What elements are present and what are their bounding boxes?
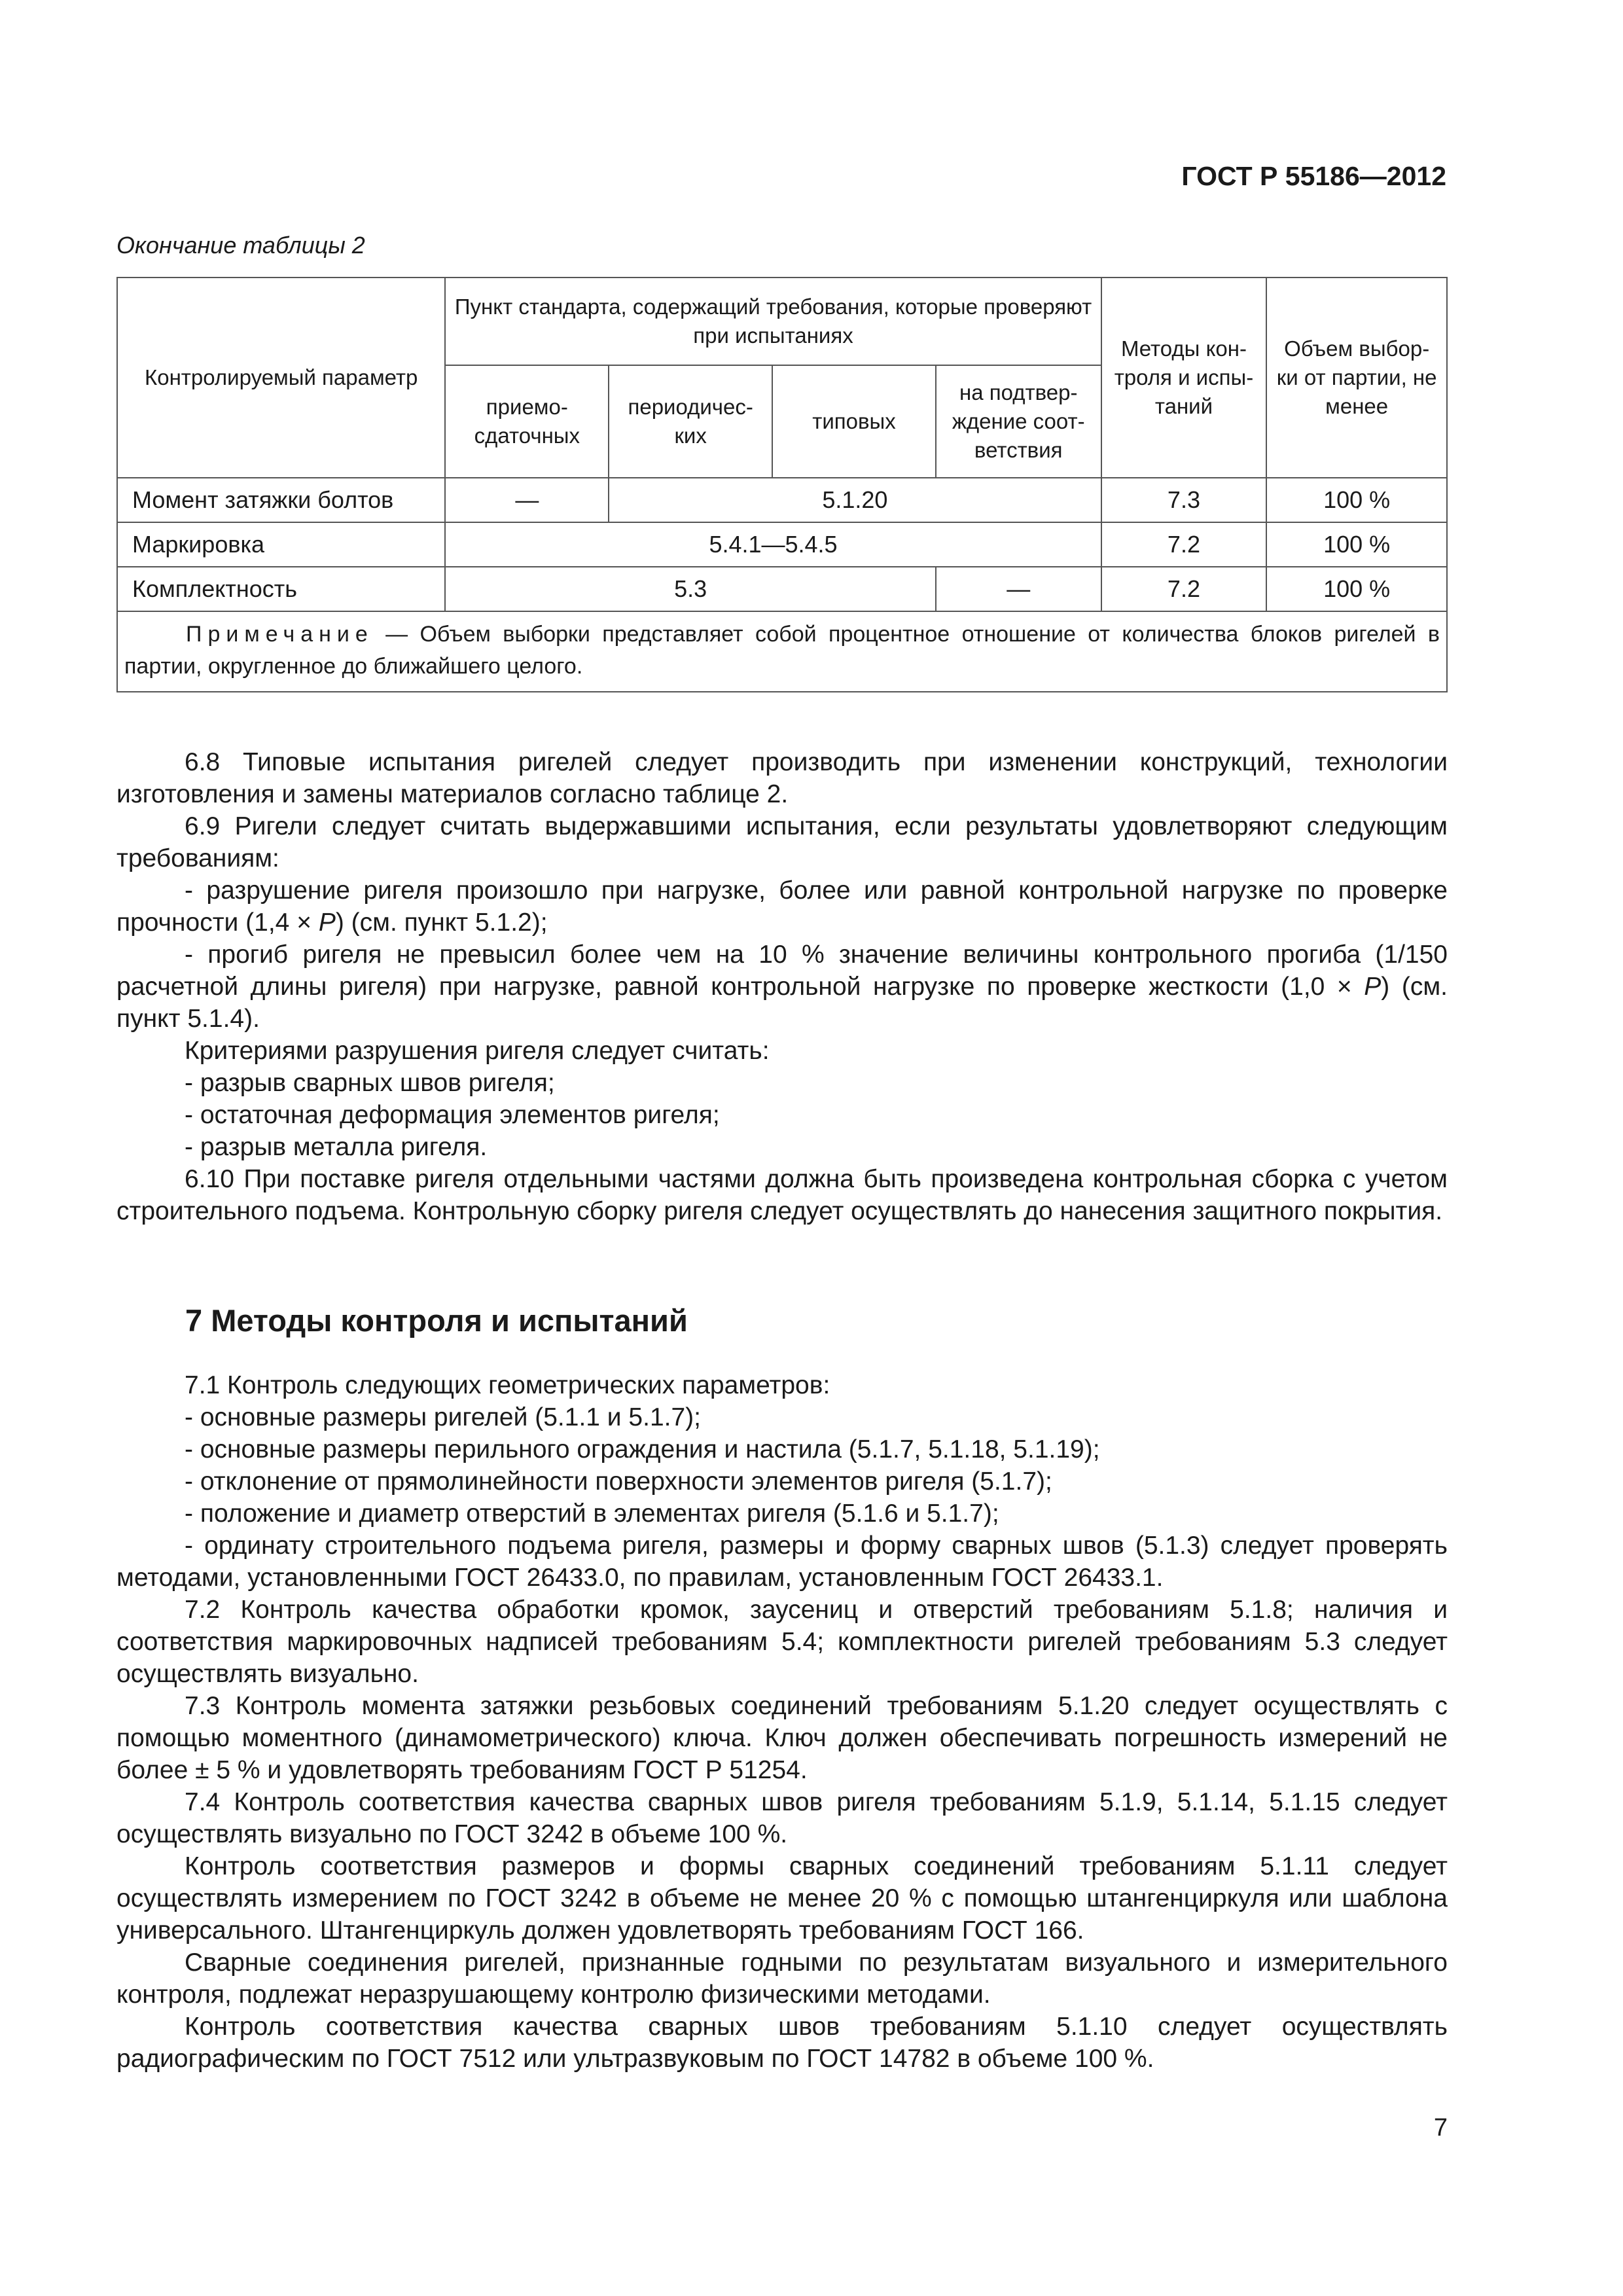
list-item: - отклонение от прямолинейности поверхности элементов ригеля (5.1.7); [185, 1467, 1052, 1496]
note-text: — Объем выборки представляет собой процентное отношение от количества блоков ригелей в партии, округленное до ближайшего целого. [124, 622, 1440, 679]
row-acceptance: — [445, 478, 609, 522]
row-conformity: — [936, 567, 1101, 611]
paragraph-7-4-b: Контроль соответствия размеров и формы сварных соединений требованиям 5.1.11 следует осуществлять измерением по ГОСТ 3242 в объеме не менее 20 % с помощью штангенциркуля или шаблона универсального. Штангенциркуль должен удовлетворять требованиям ГОСТ 166. [116, 1852, 1448, 1945]
text-fragment: - разрушение ригеля произошло при нагрузке, более или равной контрольной нагрузке по проверке прочности (1,4 × [116, 876, 1448, 937]
list-item: - разрыв металла ригеля. [185, 1133, 488, 1161]
table-2 [116, 277, 1448, 692]
list-item: - основные размеры ригелей (5.1.1 и 5.1.7); [185, 1403, 701, 1431]
row-sample: 100 % [1266, 567, 1447, 611]
list-item: - разрыв сварных швов ригеля; [185, 1069, 555, 1097]
header-clause-group: Пункт стандарта, содержащий требования, которые проверяют при испытаниях [445, 278, 1101, 365]
row-clause: 5.1.20 [609, 478, 1101, 522]
table-row [117, 478, 1447, 522]
paragraph-7-3: 7.3 Контроль момента затяжки резьбовых соединений требованиям 5.1.20 следует осуществлять с помощью моментного (динамометрического) ключа. Ключ должен обеспечивать погрешность измерений не более ± 5 % и удовлетворять требованиям ГОСТ Р 51254. [116, 1692, 1448, 1784]
paragraph-6-9-item-a [116, 874, 1448, 939]
paragraph-6-9: 6.9 Ригели следует считать выдержавшими испытания, если результаты удовлетворяют следующим требованиям: [116, 812, 1448, 872]
list-item: - ординату строительного подъема ригеля, размеры и форму сварных швов (5.1.3) следует проверять методами, установленными ГОСТ 26433.0, по правилам, установленным ГОСТ 26433.1. [116, 1532, 1448, 1592]
header-type: типовых [772, 365, 936, 478]
note-label: Примечание [186, 622, 374, 647]
paragraph-7-4: 7.4 Контроль соответствия качества сварных швов ригеля требованиям 5.1.9, 5.1.14, 5.1.15 следует осуществлять визуально по ГОСТ 3242 в объеме 100 %. [116, 1788, 1448, 1848]
page-number: 7 [1433, 2114, 1448, 2142]
paragraph-7-4-c: Сварные соединения ригелей, признанные годными по результатам визуального и измерительного контроля, подлежат неразрушающему контролю физическими методами. [116, 1948, 1448, 2009]
row-clause: 5.4.1—5.4.5 [445, 522, 1101, 567]
section-6-text [116, 746, 1448, 1227]
text-fragment: - прогиб ригеля не превысил более чем на 10 % значение величины контрольного прогиба (1/150 расчетной длины ригеля) при нагрузке, равной контрольной нагрузке по проверке жесткости (1,0 × [116, 941, 1448, 1001]
list-item: - остаточная деформация элементов ригеля; [185, 1101, 720, 1129]
row-clause: 5.3 [445, 567, 935, 611]
paragraph-6-10: 6.10 При поставке ригеля отдельными частями должна быть произведена контрольная сборка с учетом строительного подъема. Контрольную сборку ригеля следует осуществлять до нанесения защитного покрытия. [116, 1165, 1448, 1225]
row-param: Момент затяжки болтов [117, 478, 445, 522]
row-methods: 7.3 [1101, 478, 1267, 522]
row-sample: 100 % [1266, 522, 1447, 567]
section-7-title: 7 Методы контроля и испытаний [185, 1303, 688, 1338]
header-sample: Объем выбор-ки от партии, не менее [1266, 278, 1447, 478]
table-header-row [117, 278, 1447, 365]
standard-code: ГОСТ Р 55186—2012 [1181, 161, 1446, 191]
list-item: - положение и диаметр отверстий в элементах ригеля (5.1.6 и 5.1.7); [185, 1499, 999, 1528]
list-item: - основные размеры перильного ограждения и настила (5.1.7, 5.1.18, 5.1.19); [185, 1435, 1100, 1463]
header-periodic: периодичес-ких [609, 365, 772, 478]
row-sample: 100 % [1266, 478, 1447, 522]
paragraph-6-9-item-b [116, 939, 1448, 1035]
row-methods: 7.2 [1101, 567, 1267, 611]
paragraph-6-8: 6.8 Типовые испытания ригелей следует производить при изменении конструкций, технологии изготовления и замены материалов согласно таблице 2. [116, 748, 1448, 808]
header-methods: Методы кон-троля и испы-таний [1101, 278, 1267, 478]
paragraph-7-2: 7.2 Контроль качества обработки кромок, заусениц и отверстий требованиям 5.1.8; наличия и соответствия маркировочных надписей требованиям 5.4; комплектности ригелей требованиям 5.3 следует осуществлять визуально. [116, 1596, 1448, 1688]
row-param: Маркировка [117, 522, 445, 567]
table-note-row [117, 611, 1447, 692]
variable-p: P [318, 908, 336, 937]
paragraph-7-4-d: Контроль соответствия качества сварных швов требованиям 5.1.10 следует осуществлять радиографическим по ГОСТ 7512 или ультразвуковым по ГОСТ 14782 в объеме 100 %. [116, 2013, 1448, 2073]
header-acceptance: приемо-сдаточных [445, 365, 609, 478]
table-row [117, 567, 1447, 611]
paragraph-7-1: 7.1 Контроль следующих геометрических параметров: [185, 1371, 830, 1399]
row-methods: 7.2 [1101, 522, 1267, 567]
header-conformity: на подтвер-ждение соот-ветствия [936, 365, 1101, 478]
row-param: Комплектность [117, 567, 445, 611]
section-7-text [116, 1369, 1448, 2075]
table-row [117, 522, 1447, 567]
variable-p: P [1364, 973, 1382, 1001]
text-fragment: ) (см. пункт 5.1.4). [116, 973, 1448, 1033]
table-caption: Окончание таблицы 2 [116, 232, 365, 259]
header-param: Контролируемый параметр [117, 278, 445, 478]
table-note [117, 611, 1447, 692]
criteria-intro: Критериями разрушения ригеля следует считать: [185, 1037, 770, 1065]
text-fragment: ) (см. пункт 5.1.2); [335, 908, 548, 937]
